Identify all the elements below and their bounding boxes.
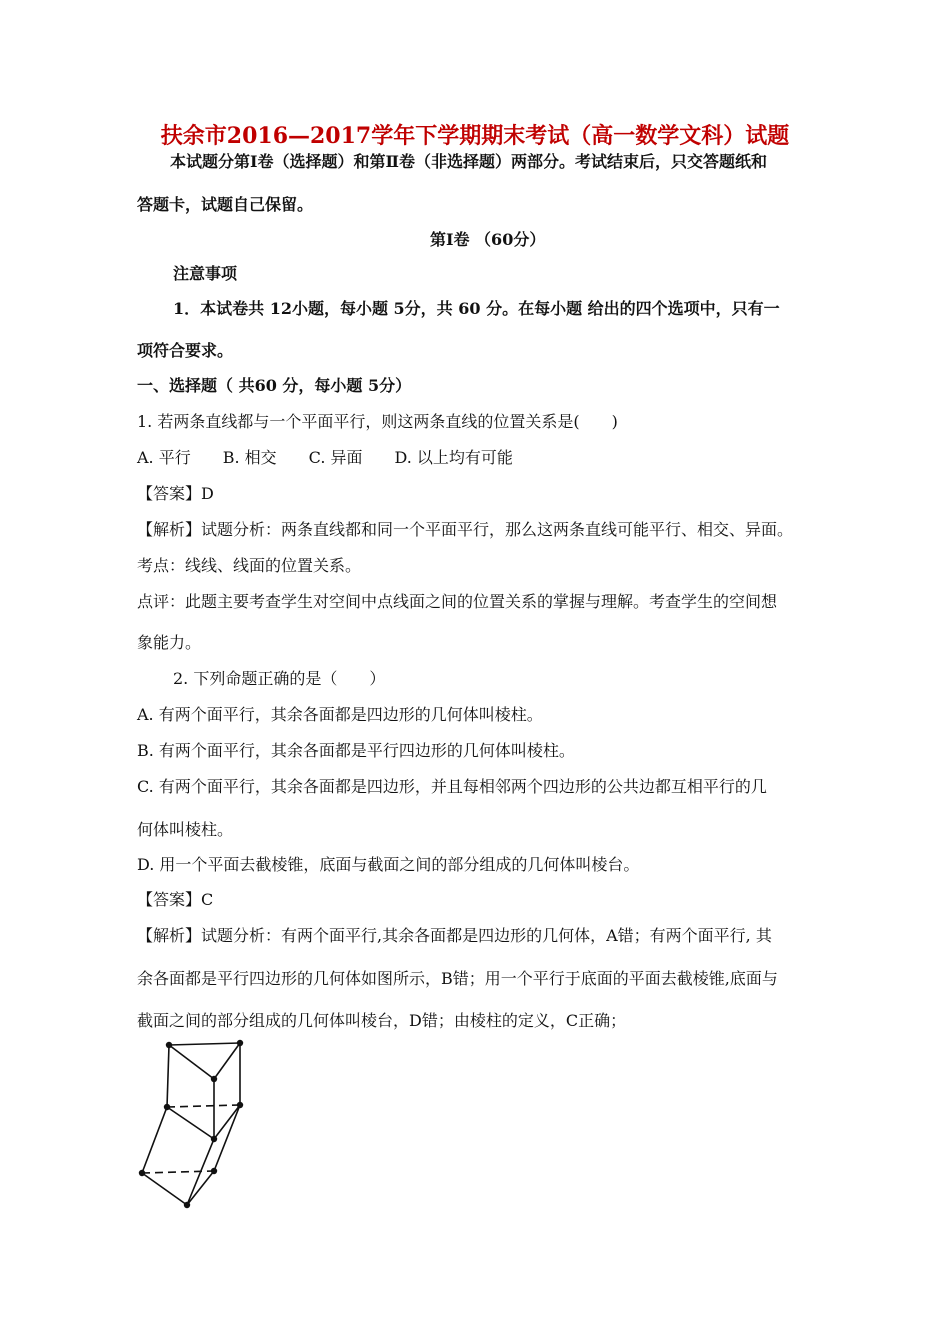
part-heading: 一、选择题（ 共60 分，每小题 5分） xyxy=(137,376,412,395)
q2-option-b: B. 有两个面平行，其余各面都是平行四边形的几何体叫棱柱。 xyxy=(137,741,575,760)
geometric-solid-figure xyxy=(130,1035,260,1215)
q1-stem: 1. 若两条直线都与一个平面平行，则这两条直线的位置关系是( ) xyxy=(137,412,618,431)
q2-option-c-line-1: C. 有两个面平行，其余各面都是四边形，并且每相邻两个四边形的公共边都互相平行的几 xyxy=(137,777,767,796)
q1-comment-line-1: 点评：此题主要考查学生对空间中点线面之间的位置关系的掌握与理解。考查学生的空间想 xyxy=(137,592,778,611)
note-1-line-1: 1．本试卷共 12小题，每小题 5分，共 60 分。在每小题 给出的四个选项中，只有一 xyxy=(173,299,780,318)
section-heading: 第Ⅰ卷 （60分） xyxy=(430,230,546,249)
q1-analysis: 【解析】试题分析：两条直线都和同一个平面平行，那么这两条直线可能平行、相交、异面。 xyxy=(137,520,794,539)
intro-line-2: 答题卡，试题自己保留。 xyxy=(137,195,314,214)
q2-option-d: D. 用一个平面去截棱锥，底面与截面之间的部分组成的几何体叫棱台。 xyxy=(137,855,640,874)
q1-kaodian: 考点：线线、线面的位置关系。 xyxy=(137,556,362,575)
notes-heading: 注意事项 xyxy=(173,264,238,283)
q2-option-c-line-2: 何体叫棱柱。 xyxy=(137,820,234,839)
q1-options: A. 平行 B. 相交 C. 异面 D. 以上均有可能 xyxy=(137,448,513,467)
q2-analysis-line-1: 【解析】试题分析：有两个面平行,其余各面都是四边形的几何体，A错；有两个面平行, 其 xyxy=(137,926,772,945)
q2-option-a: A. 有两个面平行，其余各面都是四边形的几何体叫棱柱。 xyxy=(137,705,543,724)
note-1-line-2: 项符合要求。 xyxy=(137,341,234,360)
q2-stem: 2. 下列命题正确的是（ ） xyxy=(173,669,386,688)
q2-analysis-line-3: 截面之间的部分组成的几何体叫棱台，D错；由棱柱的定义，C正确； xyxy=(137,1011,627,1030)
q1-comment-line-2: 象能力。 xyxy=(137,633,202,652)
q2-answer: 【答案】C xyxy=(137,890,214,909)
q1-answer: 【答案】D xyxy=(137,484,214,503)
document-title: 扶余市2016—2017学年下学期期末考试（高一数学文科）试题 xyxy=(160,123,790,149)
intro-line-1: 本试题分第Ⅰ卷（选择题）和第Ⅱ卷（非选择题）两部分。考试结束后，只交答题纸和 xyxy=(170,152,767,171)
q2-analysis-line-2: 余各面都是平行四边形的几何体如图所示，B错；用一个平行于底面的平面去截棱锥,底面与 xyxy=(137,969,778,988)
